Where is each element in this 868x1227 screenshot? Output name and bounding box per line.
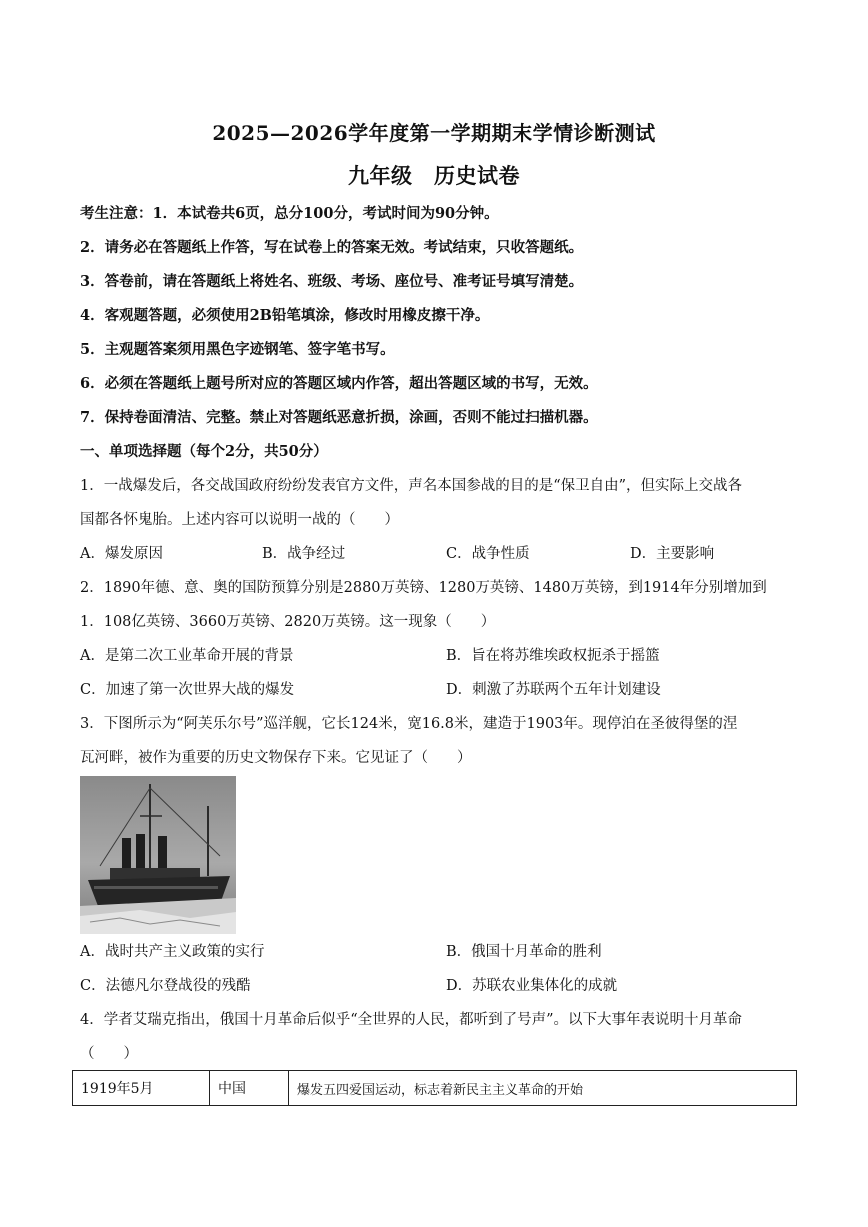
notice-line-3: 3．答卷前，请在答题纸上将姓名、班级、考场、座位号、准考证号填写清楚。 <box>80 273 584 290</box>
timeline-event: 爆发五四爱国运动，标志着新民主主义革命的开始 <box>289 1071 797 1106</box>
question-1-option-b[interactable]: B．战争经过 <box>262 546 346 562</box>
timeline-country: 中国 <box>210 1071 289 1106</box>
notice-line-2: 2．请务必在答题纸上作答，写在试卷上的答案无效。考试结束，只收答题纸。 <box>80 239 584 256</box>
notice-line-1: 考生注意：1．本试卷共6页，总分100分，考试时间为90分钟。 <box>80 205 499 222</box>
question-2-option-a[interactable]: A．是第二次工业革命开展的背景 <box>80 648 294 664</box>
timeline-table <box>72 1070 797 1106</box>
table-row <box>73 1071 797 1106</box>
question-3-option-d[interactable]: D．苏联农业集体化的成就 <box>446 978 618 994</box>
question-1-option-c[interactable]: C．战争性质 <box>446 546 530 562</box>
section-heading: 一、单项选择题（每个2分，共50分） <box>80 443 328 460</box>
question-4-line-2: （ ） <box>80 1046 138 1062</box>
cruiser-aurora-photo <box>80 776 236 934</box>
exam-subtitle: 九年级 历史试卷 <box>348 163 520 188</box>
question-3-line-2: 瓦河畔，被作为重要的历史文物保存下来。它见证了（ ） <box>80 750 472 766</box>
question-1-line-2: 国都各怀鬼胎。上述内容可以说明一战的（ ） <box>80 512 399 528</box>
question-3-option-a[interactable]: A．战时共产主义政策的实行 <box>80 944 265 960</box>
question-2-line-2: 1．108亿英镑、3660万英镑、2820万英镑。这一现象（ ） <box>80 614 496 630</box>
notice-line-4: 4．客观题答题，必须使用2B铅笔填涂，修改时用橡皮擦干净。 <box>80 307 490 324</box>
question-3-option-c[interactable]: C．法德凡尔登战役的残酷 <box>80 978 251 994</box>
question-2-option-d[interactable]: D．刺激了苏联两个五年计划建设 <box>446 682 661 698</box>
question-2-option-c[interactable]: C．加速了第一次世界大战的爆发 <box>80 682 295 698</box>
question-1-option-d[interactable]: D．主要影响 <box>630 546 715 562</box>
notice-line-7: 7．保持卷面清洁、完整。禁止对答题纸恶意折损，涂画，否则不能过扫描机器。 <box>80 409 598 426</box>
question-3-option-b[interactable]: B．俄国十月革命的胜利 <box>446 944 602 960</box>
notice-line-5: 5．主观题答案须用黑色字迹钢笔、签字笔书写。 <box>80 341 395 358</box>
question-1-option-a[interactable]: A．爆发原因 <box>80 546 163 562</box>
question-1-line-1: 1．一战爆发后，各交战国政府纷纷发表官方文件，声名本国参战的目的是“保卫自由”，但实际上交战各 <box>80 478 743 494</box>
question-2-line-1: 2．1890年德、意、奥的国防预算分别是2880万英镑、1280万英镑、1480万英镑，到1914年分别增加到 <box>80 580 767 596</box>
question-4-line-1: 4．学者艾瑞克指出，俄国十月革命后似乎“全世界的人民，都听到了号声”。以下大事年表说明十月革命 <box>80 1012 743 1028</box>
exam-title: 2025—2026学年度第一学期期末学情诊断测试 <box>212 121 656 145</box>
question-2-option-b[interactable]: B．旨在将苏维埃政权扼杀于摇篮 <box>446 648 660 664</box>
timeline-date: 1919年5月 <box>73 1071 210 1106</box>
notice-line-6: 6．必须在答题纸上题号所对应的答题区域内作答，超出答题区域的书写，无效。 <box>80 375 598 392</box>
question-3-line-1: 3．下图所示为“阿芙乐尔号”巡洋舰，它长124米，宽16.8米，建造于1903年。现停泊在圣彼得堡的涅 <box>80 716 738 732</box>
